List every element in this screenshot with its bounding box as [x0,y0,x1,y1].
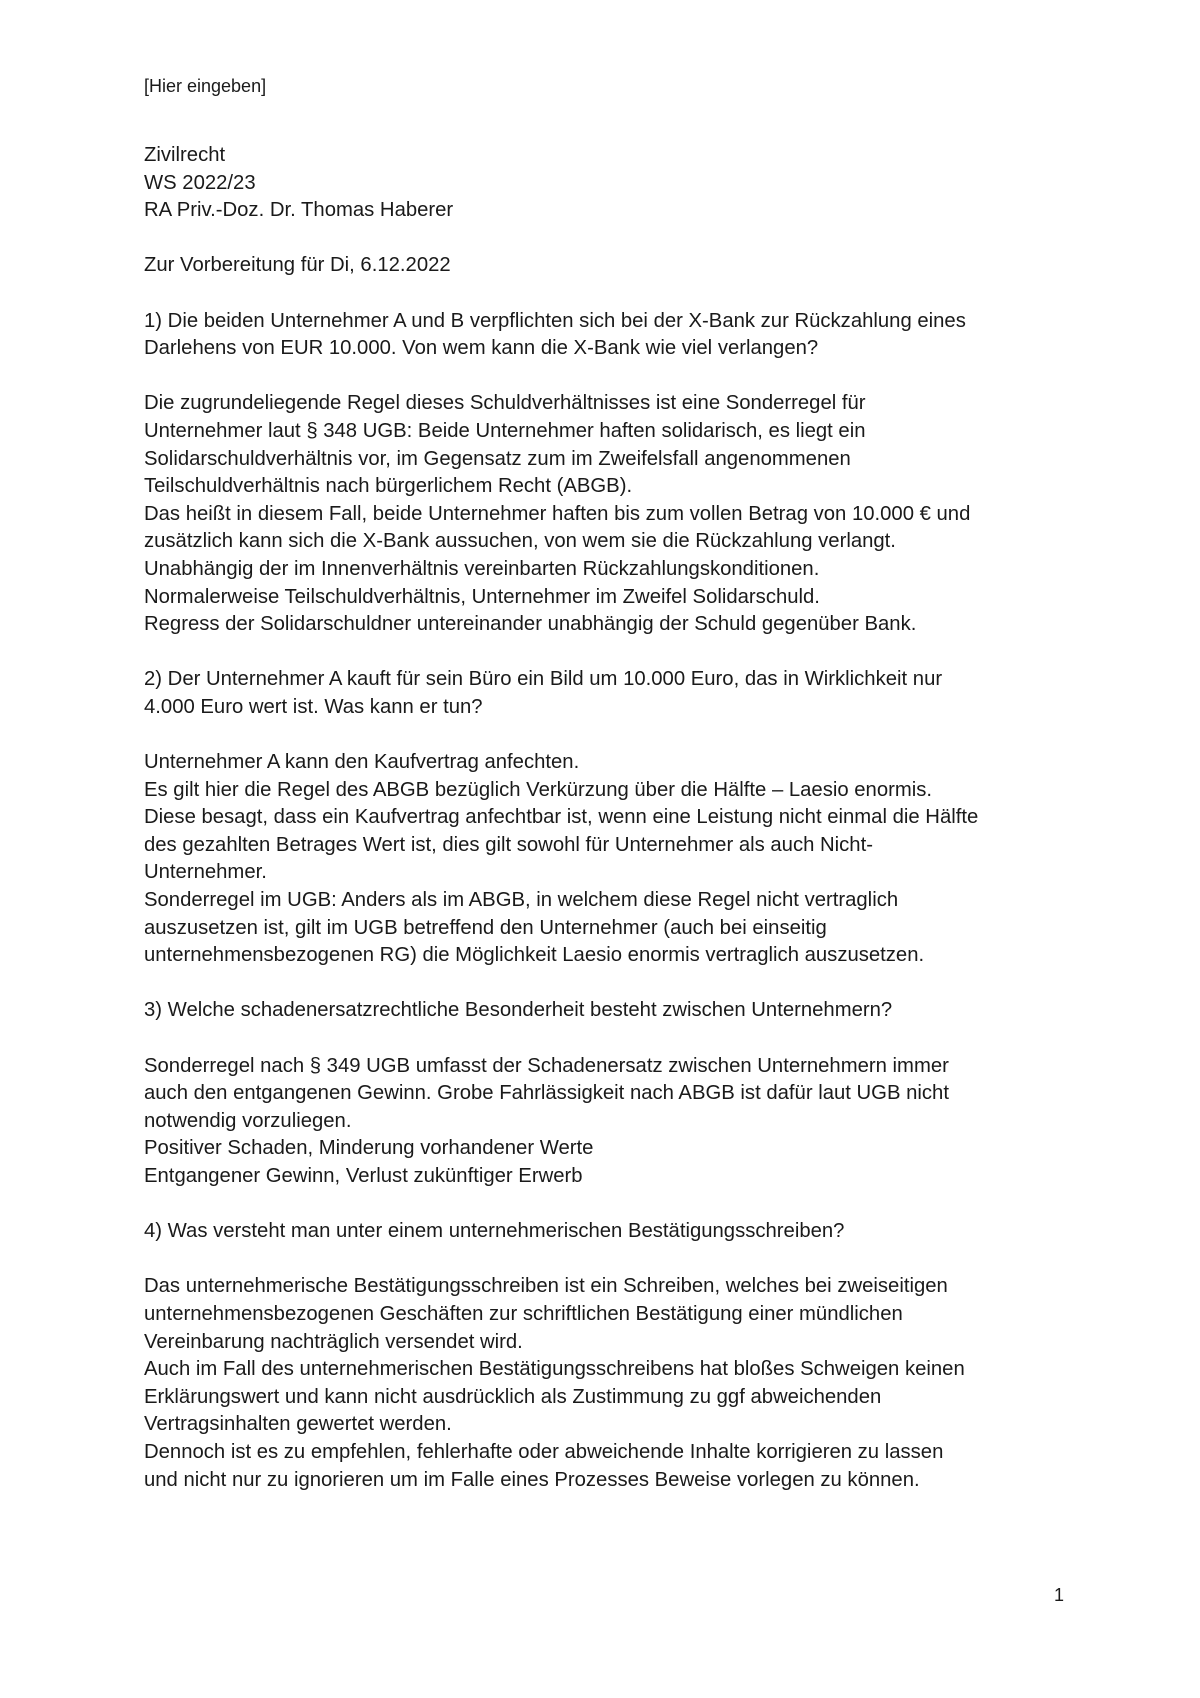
answer-line: Vertragsinhalten gewertet werden. [144,1413,452,1436]
course-title: Zivilrecht [144,144,226,166]
answer-line: Unternehmer A kann den Kaufvertrag anfechten. [144,751,580,774]
answer-line: Das unternehmerische Bestätigungsschreiben ist ein Schreiben, welches bei zweiseitigen [144,1275,948,1298]
section-3 [144,997,1074,1190]
answer-line: Es gilt hier die Regel des ABGB bezüglich Verkürzung über die Hälfte – Laesio enormis. [144,778,933,801]
spacer [144,363,1074,391]
answer-line: zusätzlich kann sich die X-Bank aussuchen, von wem sie die Rückzahlung verlangt. [144,530,896,553]
answer-line: Entgangener Gewinn, Verlust zukünftiger Erwerb [144,1164,583,1187]
question-line: 4.000 Euro wert ist. Was kann er tun? [144,695,483,718]
answer-line: Die zugrundeliegende Regel dieses Schuldverhältnisses ist eine Sonderregel für [144,392,866,415]
answer-line: notwendig vorzuliegen. [144,1109,352,1132]
spacer [144,721,1074,749]
answer-line: auch den entgangenen Gewinn. Grobe Fahrlässigkeit nach ABGB ist dafür laut UGB nicht [144,1082,949,1105]
answer-line: Auch im Fall des unternehmerischen Bestätigungsschreibens hat bloßes Schweigen keinen [144,1358,965,1381]
question-line: 1) Die beiden Unternehmer A und B verpflichten sich bei der X-Bank zur Rückzahlung eines [144,309,966,332]
spacer [144,1191,1074,1219]
spacer [144,280,1074,308]
spacer [144,639,1074,667]
question-line: Darlehens von EUR 10.000. Von wem kann die X-Bank wie viel verlangen? [144,337,819,360]
prep-date: Zur Vorbereitung für Di, 6.12.2022 [144,254,451,277]
answer-line: Erklärungswert und kann nicht ausdrücklich als Zustimmung zu ggf abweichenden [144,1385,882,1408]
answer-line: Sonderregel nach § 349 UGB umfasst der Schadenersatz zwischen Unternehmern immer [144,1054,949,1077]
answer-line: Positiver Schaden, Minderung vorhandener Werte [144,1137,594,1160]
answer-line: Solidarschuldverhältnis vor, im Gegensatz zum im Zweifelsfall angenommenen [144,447,851,470]
lecturer: RA Priv.-Doz. Dr. Thomas Haberer [144,199,454,222]
answer-line: Normalerweise Teilschuldverhältnis, Unternehmer im Zweifel Solidarschuld. [144,585,820,608]
question-line: 3) Welche schadenersatzrechtliche Besonderheit besteht zwischen Unternehmern? [144,999,893,1022]
answer-line: Unternehmer laut § 348 UGB: Beide Unternehmer haften solidarisch, es liegt ein [144,419,866,442]
answer-line: unternehmensbezogenen RG) die Möglichkeit Laesio enormis vertraglich auszusetzen. [144,944,925,967]
document-body [144,142,1074,1494]
spacer [144,1246,1074,1274]
answer-line: Vereinbarung nachträglich versendet wird. [144,1330,523,1353]
section-4 [144,1218,1074,1494]
spacer [144,225,1074,253]
section-1 [144,308,1074,639]
spacer [144,1025,1074,1053]
answer-line: unternehmensbezogenen Geschäften zur schriftlichen Bestätigung einer mündlichen [144,1302,903,1325]
answer-line: Unternehmer. [144,861,267,884]
semester: WS 2022/23 [144,171,256,194]
answer-line: Diese besagt, dass ein Kaufvertrag anfechtbar ist, wenn eine Leistung nicht einmal die Hälfte [144,806,979,829]
answer-line: Das heißt in diesem Fall, beide Unternehmer haften bis zum vollen Betrag von 10.000 € und [144,502,971,525]
section-2 [144,666,1074,970]
header-placeholder: [Hier eingeben] [144,76,267,96]
answer-line: Unabhängig der im Innenverhältnis vereinbarten Rückzahlungskonditionen. [144,557,820,580]
page-number: 1 [1054,1585,1065,1605]
answer-line: und nicht nur zu ignorieren um im Falle eines Prozesses Beweise vorlegen zu können. [144,1468,920,1491]
answer-line: des gezahlten Betrages Wert ist, dies gilt sowohl für Unternehmer als auch Nicht- [144,833,873,856]
answer-line: Sonderregel im UGB: Anders als im ABGB, in welchem diese Regel nicht vertraglich [144,889,899,912]
question-line: 2) Der Unternehmer A kauft für sein Büro ein Bild um 10.000 Euro, das in Wirklichkeit nur [144,668,943,691]
answer-line: Teilschuldverhältnis nach bürgerlichem Recht (ABGB). [144,475,633,498]
spacer [144,970,1074,998]
answer-line: Regress der Solidarschuldner untereinander unabhängig der Schuld gegenüber Bank. [144,613,917,636]
answer-line: Dennoch ist es zu empfehlen, fehlerhafte oder abweichende Inhalte korrigieren zu lassen [144,1440,944,1463]
answer-line: auszusetzen ist, gilt im UGB betreffend den Unternehmer (auch bei einseitig [144,916,827,939]
question-line: 4) Was versteht man unter einem unternehmerischen Bestätigungsschreiben? [144,1220,845,1243]
